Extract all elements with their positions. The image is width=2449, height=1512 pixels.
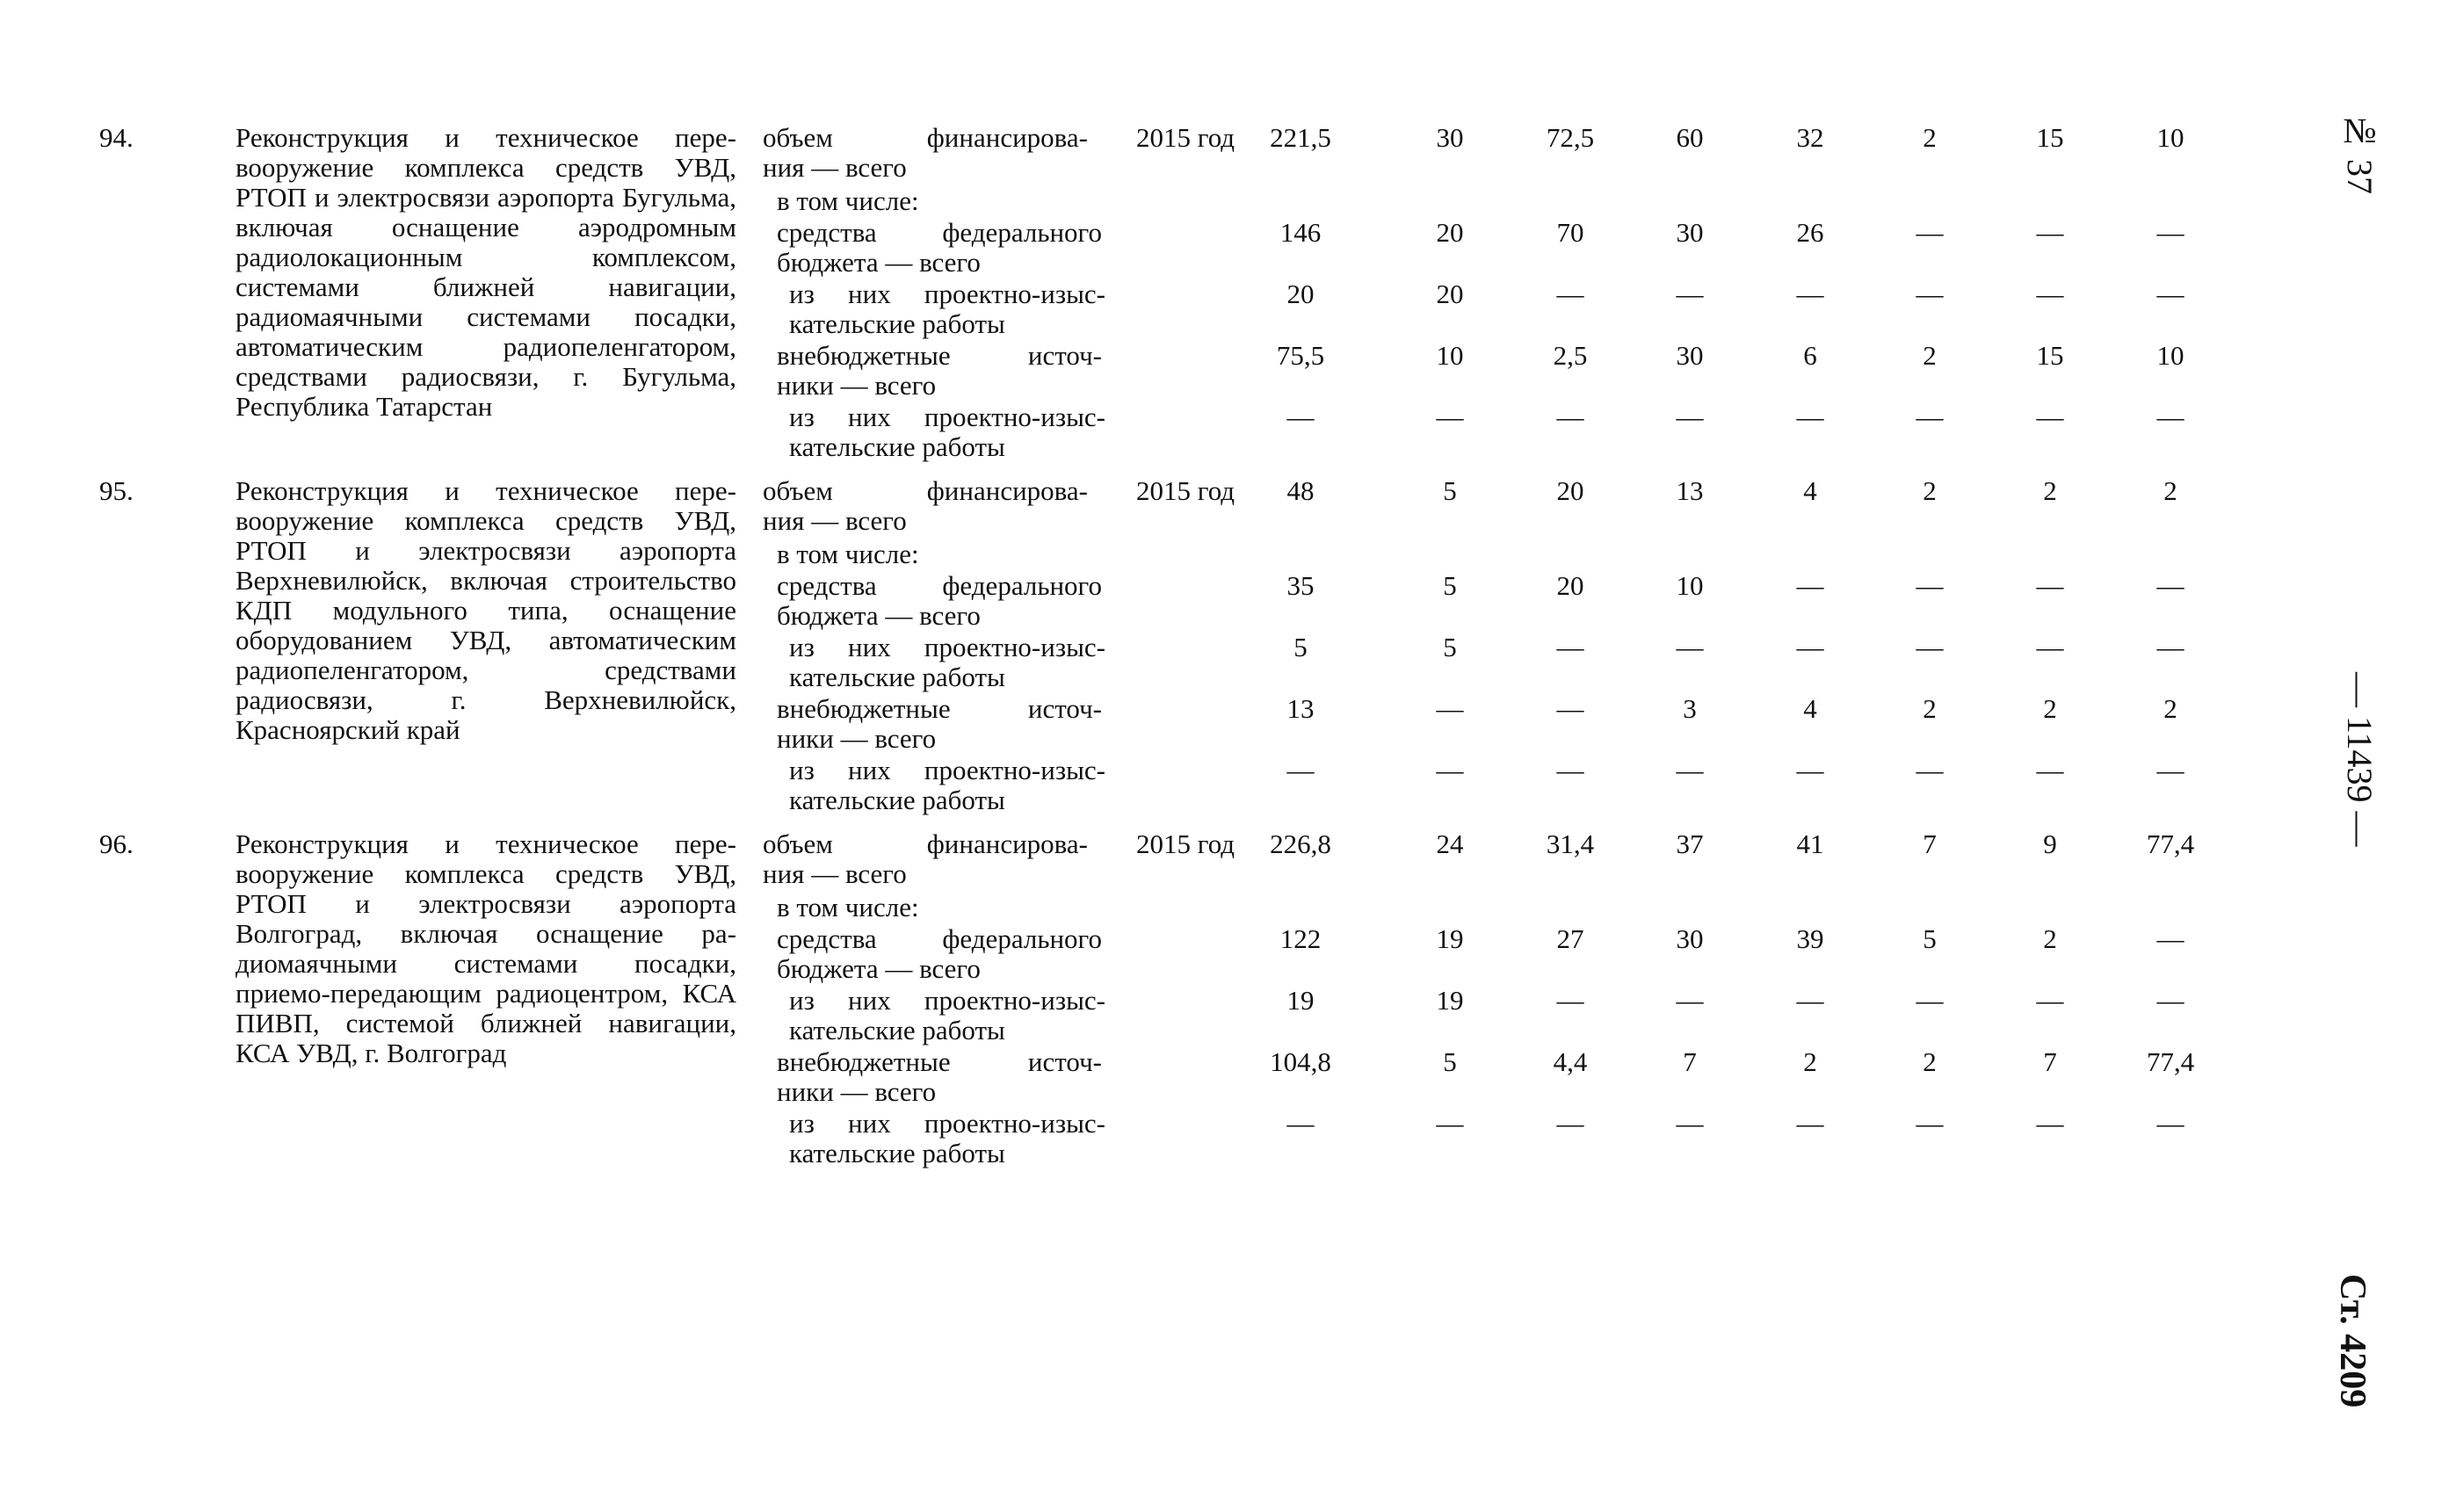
page-number: — 11439 —	[2340, 672, 2380, 847]
value-cell: 2	[1923, 475, 1937, 506]
value-cell: —	[1796, 985, 1824, 1016]
entry-description: Реконструкция и техническое перевооружение комплекса средств УВД, РТОП и электросвязи аэропорта Волгоград, включая оснащение радиомаячными системами посадки, приемо-передающим радиоцентром, КСА ПИВП, системой ближней навигации, КСА УВД, г. Волгоград	[235, 828, 736, 1068]
value-cell: 5	[1443, 1046, 1457, 1077]
value-cell: 5	[1443, 632, 1457, 662]
value-cell: 5	[1293, 632, 1308, 662]
value-cell: 32	[1796, 122, 1824, 153]
entry-number: 94.	[99, 122, 134, 153]
value-cell: —	[1556, 985, 1584, 1016]
funding-row	[763, 1109, 2274, 1168]
value-cell: —	[2036, 570, 2064, 601]
value-cell: 13	[1286, 693, 1315, 724]
value-cell: —	[1676, 632, 1704, 662]
entry-year: 2015 год	[1136, 122, 1235, 153]
funding-row-label-line: кательские работы	[789, 308, 1005, 339]
value-cell: —	[2156, 923, 2185, 954]
value-cell: 77,4	[2146, 1046, 2195, 1077]
value-cell: —	[2156, 632, 2185, 662]
funding-row	[763, 924, 2274, 984]
value-cell: 221,5	[1270, 122, 1331, 153]
value-cell: —	[1436, 1108, 1464, 1139]
value-cell: 2	[2043, 475, 2057, 506]
funding-row	[763, 476, 2274, 536]
funding-row-label	[789, 756, 1105, 815]
funding-row-label-line: кательские работы	[789, 1015, 1005, 1045]
funding-row-label	[777, 924, 1102, 984]
value-cell: 24	[1436, 828, 1464, 859]
value-cell: 4	[1803, 475, 1817, 506]
funding-row-label-line: из них проектно-изыс-	[789, 632, 1105, 662]
value-cell: —	[1556, 632, 1584, 662]
funding-row-label	[789, 279, 1105, 339]
value-cell: 7	[1923, 828, 1937, 859]
value-cell: 70	[1556, 217, 1584, 248]
funding-row-label-line: кательские работы	[789, 431, 1005, 462]
value-cell: —	[1556, 1108, 1584, 1139]
value-cell: —	[1796, 402, 1824, 432]
value-cell: 5	[1923, 923, 1937, 954]
value-cell: 2	[2043, 693, 2057, 724]
value-cell: 104,8	[1270, 1046, 1331, 1077]
value-cell: —	[2036, 217, 2064, 248]
value-cell: 20	[1556, 570, 1584, 601]
value-cell: 226,8	[1270, 828, 1331, 859]
value-cell: 30	[1436, 122, 1464, 153]
funding-row-label	[777, 341, 1102, 401]
entry-year: 2015 год	[1136, 828, 1235, 859]
value-cell: —	[1916, 632, 1944, 662]
value-cell: 2	[2163, 475, 2177, 506]
value-cell: —	[2036, 632, 2064, 662]
funding-row	[763, 341, 2274, 401]
funding-row-label	[789, 1109, 1105, 1168]
funding-row	[763, 756, 2274, 815]
value-cell: —	[1916, 402, 1944, 432]
funding-row	[763, 123, 2274, 183]
funding-row-label	[789, 402, 1105, 462]
value-cell: 41	[1796, 828, 1824, 859]
value-cell: 20	[1286, 279, 1315, 309]
value-cell: 39	[1796, 923, 1824, 954]
value-cell: 77,4	[2146, 828, 2195, 859]
funding-row-label	[777, 539, 1102, 569]
funding-row-label-line: средства федерального	[777, 217, 1102, 248]
value-cell: 7	[2043, 1046, 2057, 1077]
funding-row-label-line: средства федерального	[777, 570, 1102, 601]
funding-row-label-line: ники — всего	[777, 370, 937, 401]
value-cell: —	[1436, 755, 1464, 785]
value-cell: —	[2036, 985, 2064, 1016]
value-cell: 5	[1443, 475, 1457, 506]
value-cell: —	[1916, 755, 1944, 785]
value-cell: —	[1676, 402, 1704, 432]
value-cell: —	[1796, 1108, 1824, 1139]
funding-row	[763, 694, 2274, 754]
funding-row-label-line: в том числе:	[777, 892, 919, 922]
value-cell: —	[1796, 279, 1824, 309]
value-cell: 7	[1683, 1046, 1697, 1077]
value-cell: 122	[1279, 923, 1322, 954]
value-cell: —	[2156, 402, 2185, 432]
entry-year: 2015 год	[1136, 475, 1235, 506]
value-cell: —	[2036, 279, 2064, 309]
value-cell: 31,4	[1546, 828, 1595, 859]
value-cell: 30	[1676, 217, 1704, 248]
funding-row-label-line: внебюджетные источ-	[777, 1046, 1102, 1077]
value-cell: —	[1556, 279, 1584, 309]
value-cell: —	[1286, 755, 1315, 785]
value-cell: —	[1916, 570, 1944, 601]
value-cell: 30	[1676, 923, 1704, 954]
value-cell: 19	[1436, 985, 1464, 1016]
value-cell: 35	[1286, 570, 1315, 601]
value-cell: 3	[1683, 693, 1697, 724]
value-cell: —	[1436, 693, 1464, 724]
funding-row-label	[763, 123, 1088, 183]
value-cell: 37	[1676, 828, 1704, 859]
value-cell: 75,5	[1276, 340, 1325, 371]
value-cell: —	[1916, 217, 1944, 248]
funding-row	[763, 829, 2274, 889]
value-cell: —	[1556, 693, 1584, 724]
value-cell: 72,5	[1546, 122, 1595, 153]
value-cell: 4,4	[1553, 1046, 1588, 1077]
value-cell: 2	[1923, 122, 1937, 153]
funding-row-label-line: внебюджетные источ-	[777, 693, 1102, 724]
funding-row-label-line: ники — всего	[777, 1076, 937, 1107]
journal-number: № 37	[2340, 111, 2380, 194]
funding-row-label-line: объем финансирова-	[763, 475, 1088, 506]
value-cell: 9	[2043, 828, 2057, 859]
funding-row-label-line: кательские работы	[789, 785, 1005, 815]
funding-row-label-line: из них проектно-изыс-	[789, 279, 1105, 309]
value-cell: 13	[1676, 475, 1704, 506]
value-cell: —	[1676, 1108, 1704, 1139]
value-cell: —	[1676, 279, 1704, 309]
funding-row-label-line: внебюджетные источ-	[777, 340, 1102, 371]
value-cell: —	[1916, 985, 1944, 1016]
value-cell: 2,5	[1553, 340, 1588, 371]
value-cell: 10	[2156, 122, 2185, 153]
funding-row-label	[777, 218, 1102, 278]
funding-row-label	[777, 1047, 1102, 1107]
funding-row-label	[789, 633, 1105, 692]
value-cell: —	[1556, 402, 1584, 432]
funding-row-label-line: ния — всего	[763, 505, 907, 536]
funding-row-label-line: из них проектно-изыс-	[789, 755, 1105, 785]
value-cell: 27	[1556, 923, 1584, 954]
funding-row-label-line: ния — всего	[763, 152, 907, 183]
value-cell: 5	[1443, 570, 1457, 601]
funding-row-label	[763, 476, 1088, 536]
value-cell: 15	[2036, 340, 2064, 371]
entry-number: 96.	[99, 828, 134, 859]
value-cell: 2	[1923, 340, 1937, 371]
value-cell: 20	[1556, 475, 1584, 506]
funding-row	[763, 633, 2274, 692]
value-cell: —	[1916, 1108, 1944, 1139]
funding-row-label-line: кательские работы	[789, 662, 1005, 692]
value-cell: 2	[1923, 693, 1937, 724]
funding-row-label	[789, 986, 1105, 1045]
value-cell: —	[1436, 402, 1464, 432]
value-cell: 10	[1436, 340, 1464, 371]
funding-row	[763, 218, 2274, 278]
funding-row-label-line: из них проектно-изыс-	[789, 1108, 1105, 1139]
value-cell: —	[2036, 755, 2064, 785]
funding-row	[763, 402, 2274, 462]
value-cell: 10	[1676, 570, 1704, 601]
value-cell: —	[2036, 402, 2064, 432]
funding-row-label-line: из них проектно-изыс-	[789, 402, 1105, 432]
value-cell: 26	[1796, 217, 1824, 248]
funding-row-label-line: в том числе:	[777, 185, 919, 216]
funding-row-label-line: бюджета — всего	[777, 247, 981, 278]
funding-row	[763, 986, 2274, 1045]
funding-row-label-line: ники — всего	[777, 723, 937, 754]
value-cell: 10	[2156, 340, 2185, 371]
value-cell: —	[2156, 570, 2185, 601]
column-number: Ст. 4209	[2332, 1274, 2373, 1408]
funding-row-label	[763, 829, 1088, 889]
funding-row-label-line: бюджета — всего	[777, 953, 981, 984]
funding-row-label-line: средства федерального	[777, 923, 1102, 954]
value-cell: 19	[1286, 985, 1315, 1016]
value-cell: 6	[1803, 340, 1817, 371]
funding-row	[763, 279, 2274, 339]
entry-description: Реконструкция и техническое перевооружение комплекса средств УВД, РТОП и электросвязи аэропорта Верхневилюйск, включая строительство КДП модульного типа, оснащение оборудованием УВД, автоматическим радиопеленгатором, средствами радиосвязи, г. Верхневилюйск, Красноярский край	[235, 475, 736, 745]
funding-row-label	[777, 571, 1102, 631]
value-cell: 48	[1286, 475, 1315, 506]
funding-row-label-line: в том числе:	[777, 539, 919, 569]
value-cell: 20	[1436, 217, 1464, 248]
funding-row-label-line: объем финансирова-	[763, 828, 1088, 859]
value-cell: —	[2156, 1108, 2185, 1139]
funding-row-label-line: кательские работы	[789, 1138, 1005, 1168]
value-cell: 2	[2163, 693, 2177, 724]
value-cell: 15	[2036, 122, 2064, 153]
value-cell: —	[1286, 402, 1315, 432]
entry-description: Реконструкция и техническое перевооружение комплекса средств УВД, РТОП и электросвязи аэропорта Бугульма, включая оснащение аэродромным радиолокационным комплексом, системами ближней навигации, радиомаячными системами посадки, автоматическим радиопеленгатором, средствами радиосвязи, г. Бугульма, Республика Татарстан	[235, 122, 736, 422]
value-cell: —	[2156, 217, 2185, 248]
funding-row-label	[777, 186, 1102, 216]
value-cell: —	[1676, 755, 1704, 785]
value-cell: —	[1916, 279, 1944, 309]
value-cell: —	[2156, 755, 2185, 785]
funding-row	[763, 571, 2274, 631]
entry-number: 95.	[99, 475, 134, 506]
value-cell: —	[1556, 755, 1584, 785]
funding-row	[763, 1047, 2274, 1107]
funding-row-label	[777, 893, 1102, 922]
value-cell: 146	[1279, 217, 1322, 248]
value-cell: —	[2156, 985, 2185, 1016]
value-cell: 30	[1676, 340, 1704, 371]
value-cell: —	[2156, 279, 2185, 309]
value-cell: —	[1286, 1108, 1315, 1139]
value-cell: —	[2036, 1108, 2064, 1139]
value-cell: 60	[1676, 122, 1704, 153]
value-cell: 19	[1436, 923, 1464, 954]
funding-row-label-line: объем финансирова-	[763, 122, 1088, 153]
value-cell: —	[1796, 632, 1824, 662]
value-cell: —	[1676, 985, 1704, 1016]
value-cell: —	[1796, 755, 1824, 785]
funding-row-label	[777, 694, 1102, 754]
funding-row-label-line: ния — всего	[763, 858, 907, 889]
value-cell: 20	[1436, 279, 1464, 309]
funding-row-label-line: бюджета — всего	[777, 600, 981, 631]
funding-row-label-line: из них проектно-изыс-	[789, 985, 1105, 1016]
value-cell: 4	[1803, 693, 1817, 724]
value-cell: 2	[1803, 1046, 1817, 1077]
value-cell: —	[1796, 570, 1824, 601]
value-cell: 2	[1923, 1046, 1937, 1077]
value-cell: 2	[2043, 923, 2057, 954]
